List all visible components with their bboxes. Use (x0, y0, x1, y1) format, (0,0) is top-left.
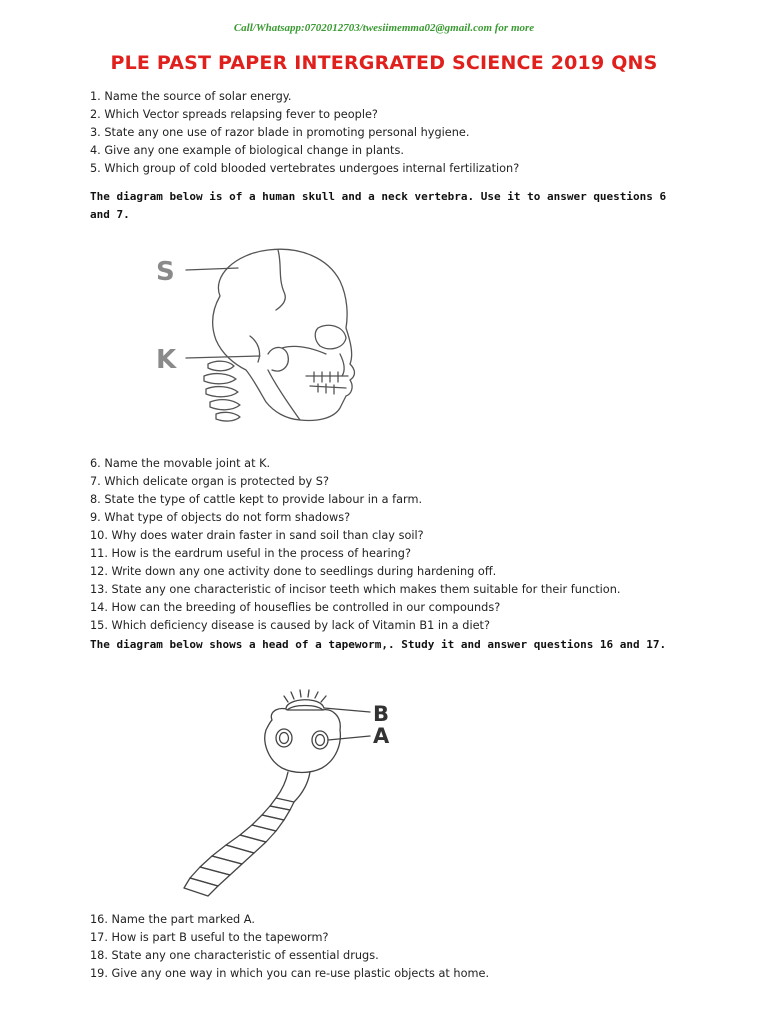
question-list-2 (90, 455, 690, 635)
question-item: 4. Give any one example of biological change in plants. (90, 144, 404, 157)
label-b: B (373, 702, 390, 726)
question-item: 8. State the type of cattle kept to provide labour in a farm. (90, 493, 423, 506)
question-item: 16. Name the part marked A. (90, 913, 255, 926)
skull-instruction: The diagram below is of a human skull and a neck vertebra. Use it to answer questions 6 and 7. (90, 190, 667, 221)
question-item: 5. Which group of cold blooded vertebrates undergoes internal fertilization? (90, 162, 520, 175)
question-item: 19. Give any one way in which you can re-use plastic objects at home. (90, 967, 490, 980)
label-s: S (156, 257, 175, 287)
skull-diagram (150, 236, 380, 436)
tapeworm-instruction: The diagram below shows a head of a tapeworm,. Study it and answer questions 16 and 17. (90, 638, 667, 651)
label-a: A (373, 724, 390, 748)
question-item: 3. State any one use of razor blade in promoting personal hygiene. (90, 126, 470, 139)
question-item: 11. How is the eardrum useful in the process of hearing? (90, 547, 411, 560)
question-item: 2. Which Vector spreads relapsing fever to people? (90, 108, 378, 121)
question-list-1 (90, 88, 690, 178)
question-list-3 (90, 911, 690, 983)
question-item: 17. How is part B useful to the tapeworm? (90, 931, 329, 944)
question-item: 7. Which delicate organ is protected by S? (90, 475, 329, 488)
question-item: 1. Name the source of solar energy. (90, 90, 292, 103)
question-item: 12. Write down any one activity done to seedlings during hardening off. (90, 565, 497, 578)
question-item: 15. Which deficiency disease is caused by lack of Vitamin B1 in a diet? (90, 619, 490, 632)
question-item: 18. State any one characteristic of essential drugs. (90, 949, 379, 962)
contact-line: Call/Whatsapp:0702012703/twesiimemma02@gmail.com for more (233, 22, 535, 34)
question-item: 9. What type of objects do not form shadows? (90, 511, 351, 524)
label-k: K (156, 345, 177, 375)
question-item: 13. State any one characteristic of incisor teeth which makes them suitable for their function. (90, 583, 621, 596)
tapeworm-diagram (170, 680, 410, 905)
question-item: 10. Why does water drain faster in sand soil than clay soil? (90, 529, 424, 542)
question-item: 14. How can the breeding of houseflies be controlled in our compounds? (90, 601, 501, 614)
page-title: PLE PAST PAPER INTERGRATED SCIENCE 2019 QNS (110, 52, 658, 74)
question-item: 6. Name the movable joint at K. (90, 457, 271, 470)
